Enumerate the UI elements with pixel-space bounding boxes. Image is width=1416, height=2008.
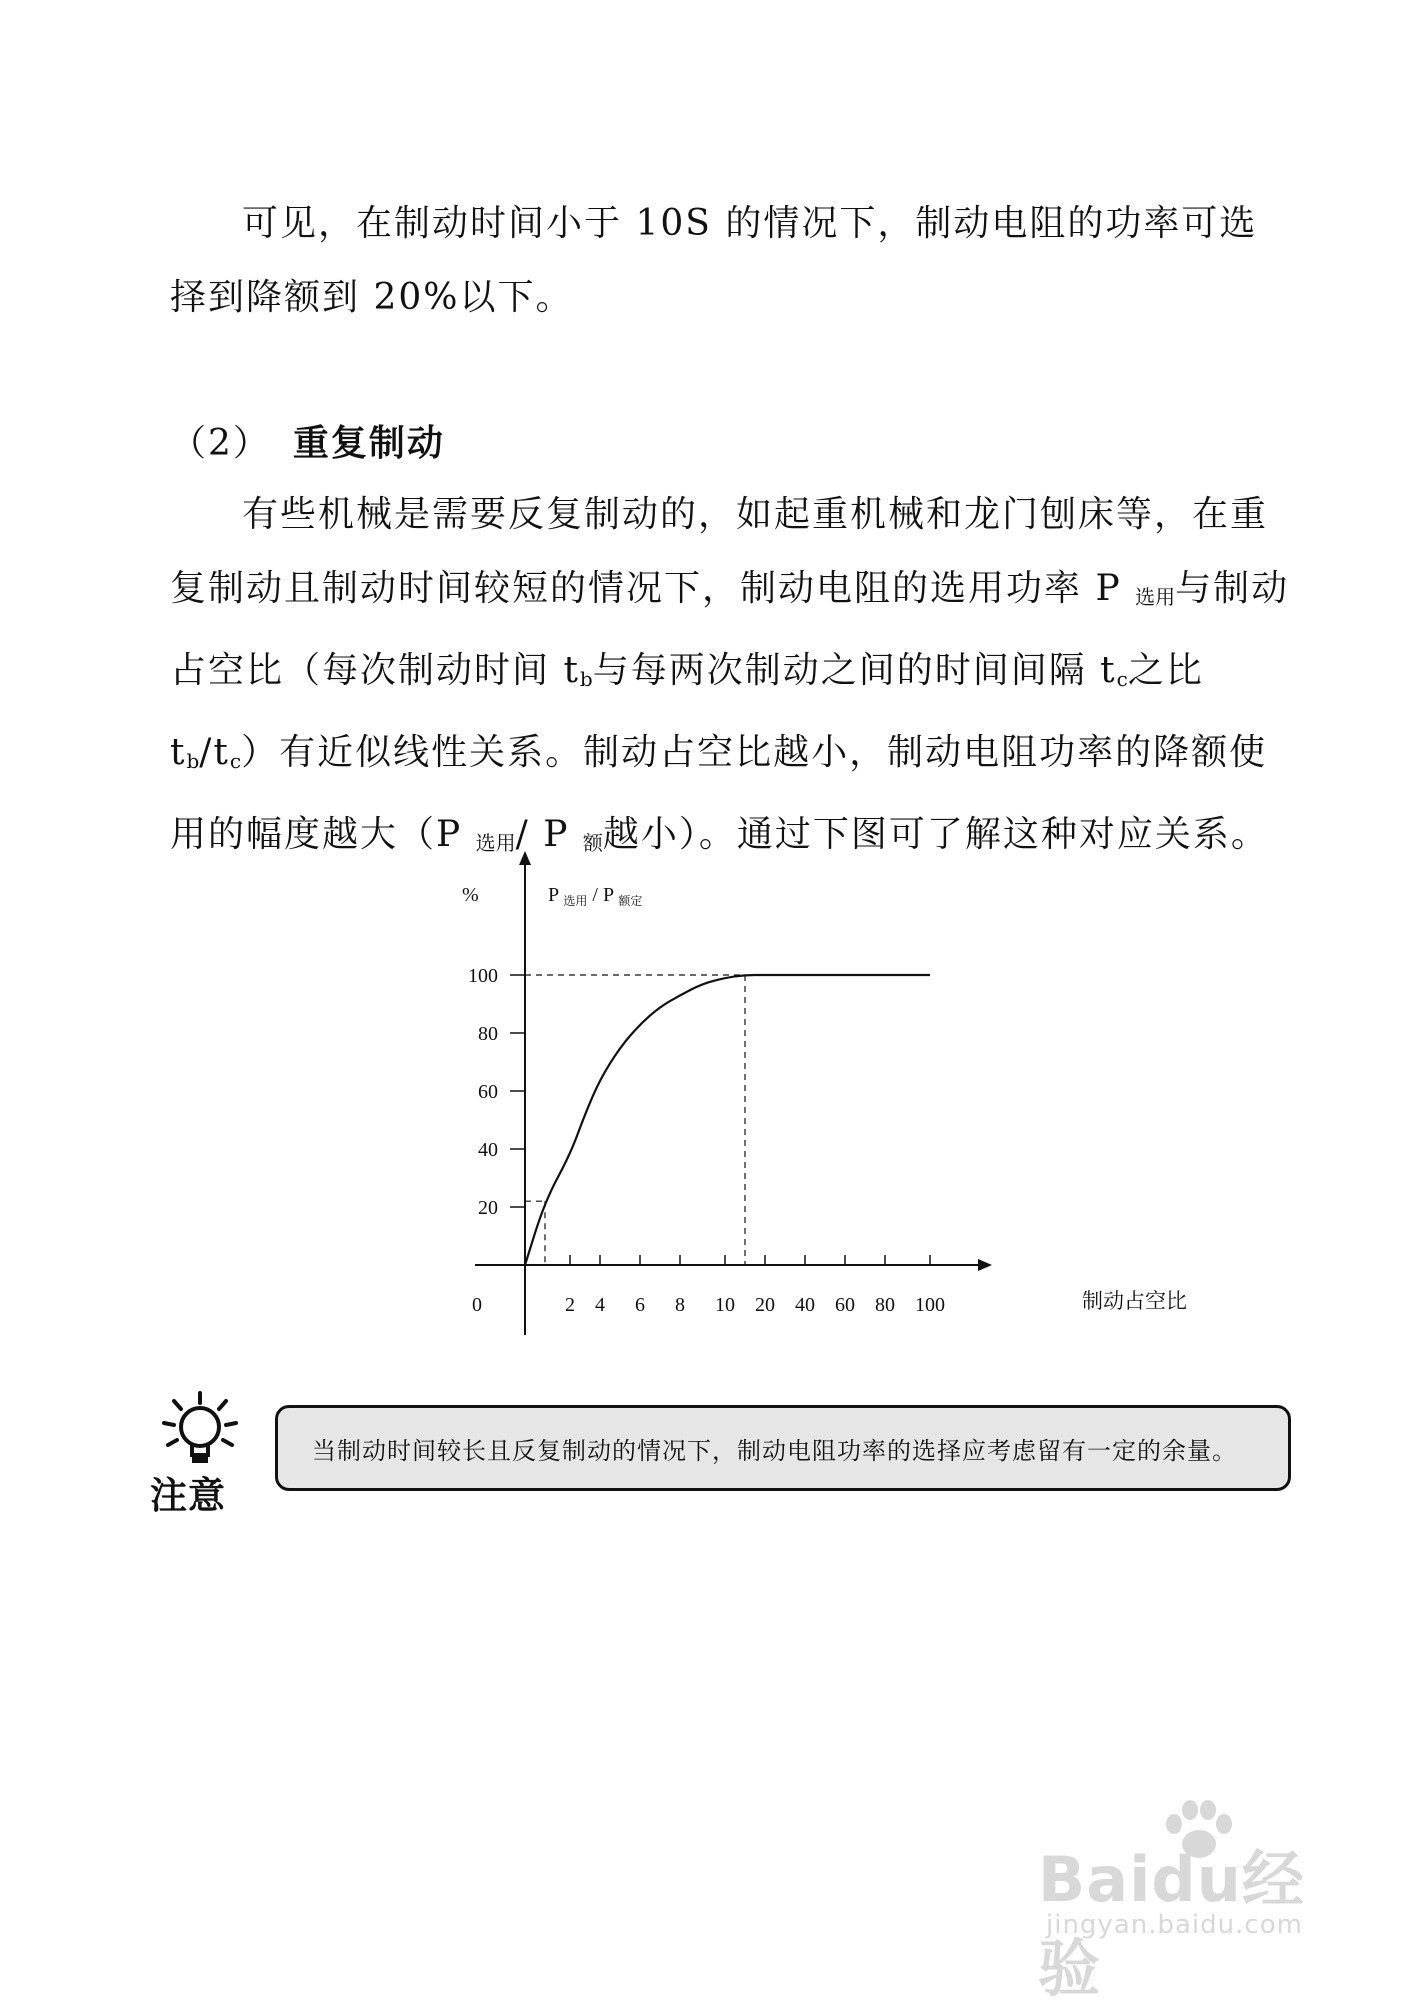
x-tick-label-40: 40 — [795, 1294, 815, 1316]
y-tick-label-100: 100 — [468, 965, 498, 987]
p2-sub-b: b — [579, 667, 593, 691]
note-text: 当制动时间较长且反复制动的情况下，制动电阻功率的选择应考虑留有一定的余量。 — [312, 1436, 1237, 1465]
y-axis-title — [548, 884, 642, 908]
y-tick-label-40: 40 — [478, 1139, 498, 1161]
p2-text-3: 与每两次制动之间的时间间隔 t — [592, 650, 1117, 691]
y-unit-label: % — [462, 884, 479, 906]
origin-label: 0 — [472, 1294, 482, 1316]
x-tick-label-8: 8 — [675, 1294, 685, 1316]
x-tick-label-100: 100 — [915, 1294, 945, 1316]
y-title-p1: P — [548, 884, 564, 906]
paragraph-1-text: 可见，在制动时间小于 10S 的情况下，制动电阻的功率可选择到降额到 20%以下。 — [170, 203, 1258, 318]
p2-text-4: 之比 t — [170, 650, 1204, 773]
p2-sub-c2: c — [229, 749, 242, 773]
p2-sub-selected-2: 选用 — [475, 831, 516, 855]
x-tick-label-20: 20 — [755, 1294, 775, 1316]
watermark-site: jingyan.baidu.com — [1046, 1910, 1303, 1940]
x-tick-label-80: 80 — [875, 1294, 895, 1316]
x-tick-label-4: 4 — [595, 1294, 605, 1316]
p2-text-1: 有些机械是需要反复制动的，如起重机械和龙门刨床等，在重复制动且制动时间较短的情况下，制动电阻的选用功率 P — [170, 494, 1269, 609]
y-title-sub1: 选用 — [563, 894, 588, 908]
p2-text-6: ）有近似线性关系。制动占空比越小，制动电阻功率的降额使用的幅度越大（P — [170, 732, 1268, 855]
section-number: （2） — [170, 423, 271, 464]
p2-text-5: /t — [199, 732, 230, 773]
baidu-watermark — [1038, 1800, 1318, 2005]
note-label: 注意 — [150, 1474, 226, 1517]
y-tick-label-60: 60 — [478, 1081, 498, 1103]
y-title-mid: / P — [587, 884, 619, 906]
x-tick-label-6: 6 — [635, 1294, 645, 1316]
p2-sub-b2: b — [186, 749, 200, 773]
paragraph-2 — [170, 478, 1295, 880]
p2-sub-c: c — [1116, 667, 1128, 691]
watermark-brand: Baidu经验 — [1038, 1843, 1305, 2005]
x-axis-title: 制动占空比 — [1082, 1289, 1187, 1313]
series-line-0 — [525, 975, 930, 1265]
derating-chart — [430, 845, 1230, 1335]
p2-sub-selected: 选用 — [1135, 585, 1176, 609]
note-box — [275, 1405, 1291, 1491]
y-tick-label-80: 80 — [478, 1023, 498, 1045]
paragraph-1 — [170, 187, 1295, 335]
p2-text-8: 越小）。通过下图可了解这种对应关系。 — [602, 814, 1269, 855]
y-tick-label-20: 20 — [478, 1197, 498, 1219]
y-title-sub2: 额定 — [618, 894, 643, 908]
x-tick-label-60: 60 — [835, 1294, 855, 1316]
p2-text-7: / P — [515, 814, 583, 855]
p2-sub-rated: 额 — [582, 831, 603, 855]
section-title: 重复制动 — [292, 422, 445, 464]
x-tick-label-10: 10 — [715, 1294, 735, 1316]
section-heading — [170, 415, 445, 466]
x-tick-label-2: 2 — [565, 1294, 575, 1316]
p2-text-2: 与制动占空比（每次制动时间 t — [170, 568, 1290, 691]
